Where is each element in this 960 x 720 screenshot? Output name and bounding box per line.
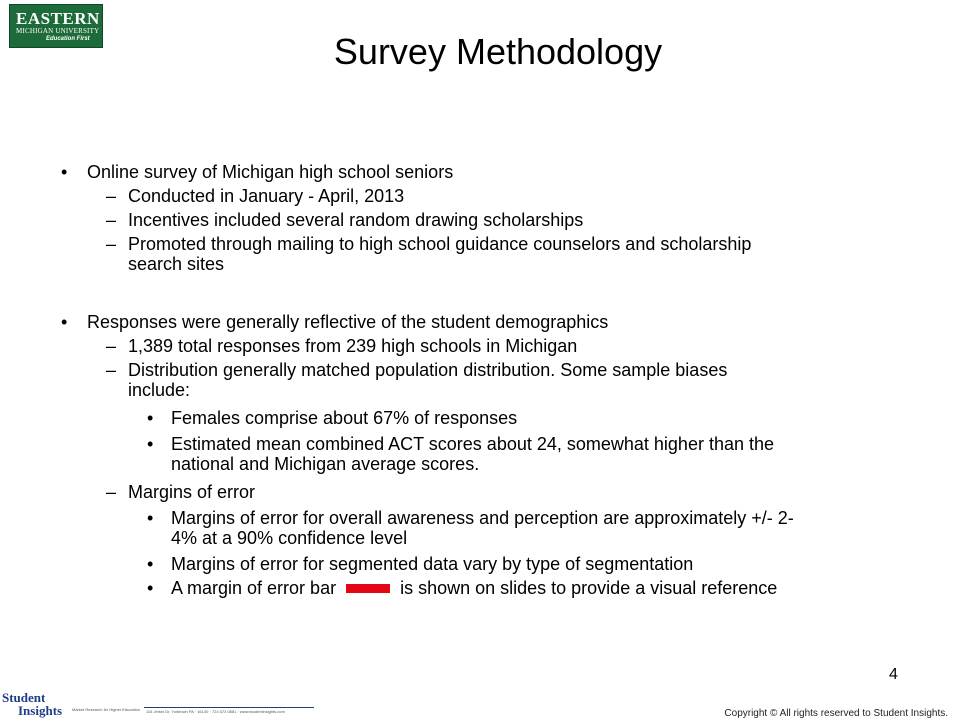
dash-marker: – [106, 234, 117, 254]
dash-marker: – [106, 186, 117, 206]
brand-line-2: Insights [18, 703, 63, 718]
bullet-text: 4% at a 90% confidence level [171, 528, 408, 548]
bullet-marker: • [61, 162, 68, 182]
bullet-text: Incentives included several random drawing scholarships [128, 210, 584, 230]
bullet-text: include: [128, 380, 191, 400]
bullet-text: Margins of error for segmented data vary by type of segmentation [171, 554, 694, 574]
footer-divider [144, 707, 314, 708]
dash-marker: – [106, 210, 117, 230]
logo-line-2: MICHIGAN UNIVERSITY [16, 26, 100, 35]
bullet-text: Promoted through mailing to high school guidance counselors and scholarship [128, 234, 752, 254]
bullet-text-with-bar [171, 578, 777, 598]
bullet-text: national and Michigan average scores. [171, 454, 480, 474]
brand-tagline: Market Research for Higher Education [72, 707, 141, 712]
margin-of-error-bar [346, 584, 390, 593]
bullet-text: 1,389 total responses from 239 high schools in Michigan [128, 336, 578, 356]
copyright-notice: Copyright © All rights reserved to Student Insights. [724, 708, 948, 719]
footer-address: 116 Jerkin Dr, Yorktown PA · 16140 · 724 673 0881 · www.studentinsights.com [146, 709, 285, 714]
bullet-marker: • [147, 434, 154, 454]
brand-line-1: Student [2, 690, 46, 705]
dash-marker: – [106, 360, 117, 380]
bullet-text: Margins of error [128, 482, 256, 502]
page-number: 4 [889, 666, 898, 683]
bullet-text-part-b: is shown on slides to provide a visual reference [400, 578, 778, 598]
bullet-marker: • [147, 508, 154, 528]
logo-line-1: EASTERN [16, 8, 100, 28]
bullet-text: Conducted in January - April, 2013 [128, 186, 405, 206]
bullet-text-part-a: A margin of error bar [171, 578, 337, 598]
bullet-marker: • [147, 578, 154, 598]
bullet-text: Online survey of Michigan high school seniors [87, 162, 454, 182]
bullet-text: Estimated mean combined ACT scores about 24, somewhat higher than the [171, 434, 775, 454]
bullet-text: Responses were generally reflective of the student demographics [87, 312, 609, 332]
bullet-text: Margins of error for overall awareness and perception are approximately +/- 2- [171, 508, 794, 528]
bullet-marker: • [147, 408, 154, 428]
bullet-text: Females comprise about 67% of responses [171, 408, 518, 428]
bullet-marker: • [61, 312, 68, 332]
bullet-text: search sites [128, 254, 225, 274]
slide-title: Survey Methodology [333, 31, 663, 72]
dash-marker: – [106, 482, 117, 502]
bullet-marker: • [147, 554, 154, 574]
student-insights-logo [0, 690, 150, 720]
bullet-text: Distribution generally matched population distribution. Some sample biases [128, 360, 728, 380]
dash-marker: – [106, 336, 117, 356]
logo-line-3: Education First [46, 35, 90, 42]
